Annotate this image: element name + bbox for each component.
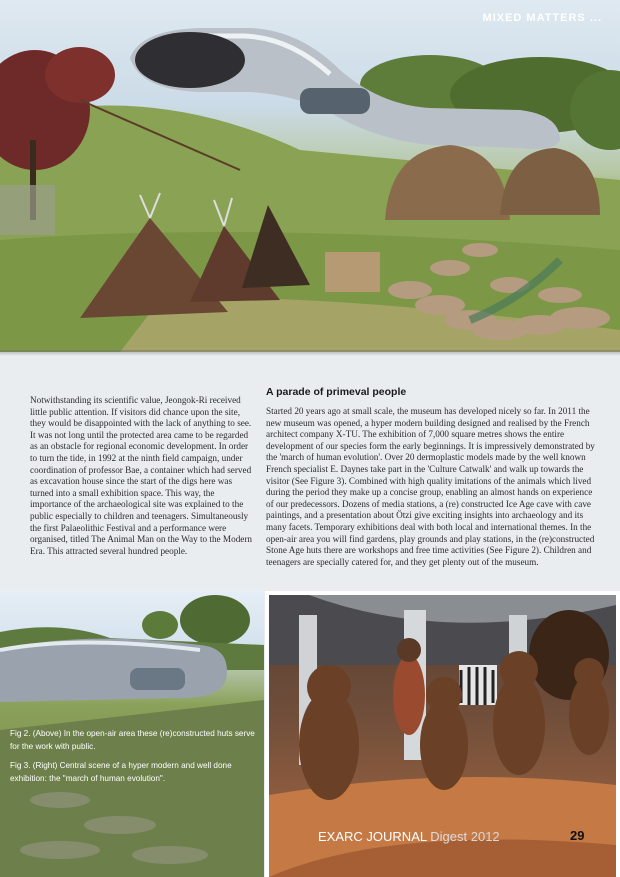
- journal-name-part2: JOURNAL: [366, 829, 427, 844]
- journal-name-part1: EXARC: [318, 829, 363, 844]
- museum-exterior-photo: [0, 0, 620, 352]
- page-number: 29: [570, 828, 585, 843]
- journal-footer: [318, 829, 500, 844]
- section-label: MIXED MATTERS ...: [482, 12, 602, 24]
- journal-year: 2012: [470, 829, 500, 844]
- right-column: [266, 386, 602, 568]
- fig2-caption: Fig 2. (Above) In the open-air area these (re)constructed huts serve for the work with public.: [10, 729, 255, 751]
- right-column-text: Started 20 years ago at small scale, the museum has developed nicely so far. In 2011 the new museum was opened, a hyper modern building designed and realised by the French architect company X-TU. The exhibition of 7,000 square metres shows the entire development of our species form the early beginnings. It is impressively demonstrated by the 'march of human evolution'. Over 20 dermoplastic models made by the well known French specialist E. Daynes take part in the 'Culture Catwalk' and walk up towards the visitor (See Figure 3). Combined with high quality imitations of the animals which lived during the period they make up a concise group, enabling an almost hands on experience of our predecessors. Dozens of media stations, a (re) constructed Ice Age cave with cave paintings, and a presentation about Ötzi give exciting insights into archaeology and its many facets. Temporary exhibitions deal with both local and international themes. In the open-air area you will find gardens, play grounds and play stations, in the (re)constructed Stone Age huts there are workshops and free time activities (See Figure 2). Children and teenagers are specially catered for, and they get plenty out of the museum.: [266, 406, 595, 567]
- fig3-caption: Fig 3. (Right) Central scene of a hyper modern and well done exhibition: the "march of human evolution".: [10, 761, 232, 783]
- section-heading: A parade of primeval people: [266, 386, 407, 398]
- left-column-text: Notwithstanding its scientific value, Jeongok-Ri received little public attention. If visitors did chance upon the site, they would be disappointed with the lack of anything to see. It was not long until the protected area came to be regarded as an obstacle for regional economic development. In order to turn the tide, in 1992 at the ninth field campaign, under coordination of professor Bae, a container which had served as excavation house since the start of the digs here was turned into a small exhibition space. This way, the importance of the archaeological site was explained to the public especially to children and teenagers. Simultaneously the first Palaeolithic Festival and a performance were organised, titled The Animal Man on the Way to the Modern Era. This attracted several hundred people.: [30, 395, 253, 556]
- photo-shadow: [0, 350, 620, 356]
- journal-name-part3: Digest: [430, 829, 468, 844]
- figure-captions: [10, 728, 260, 792]
